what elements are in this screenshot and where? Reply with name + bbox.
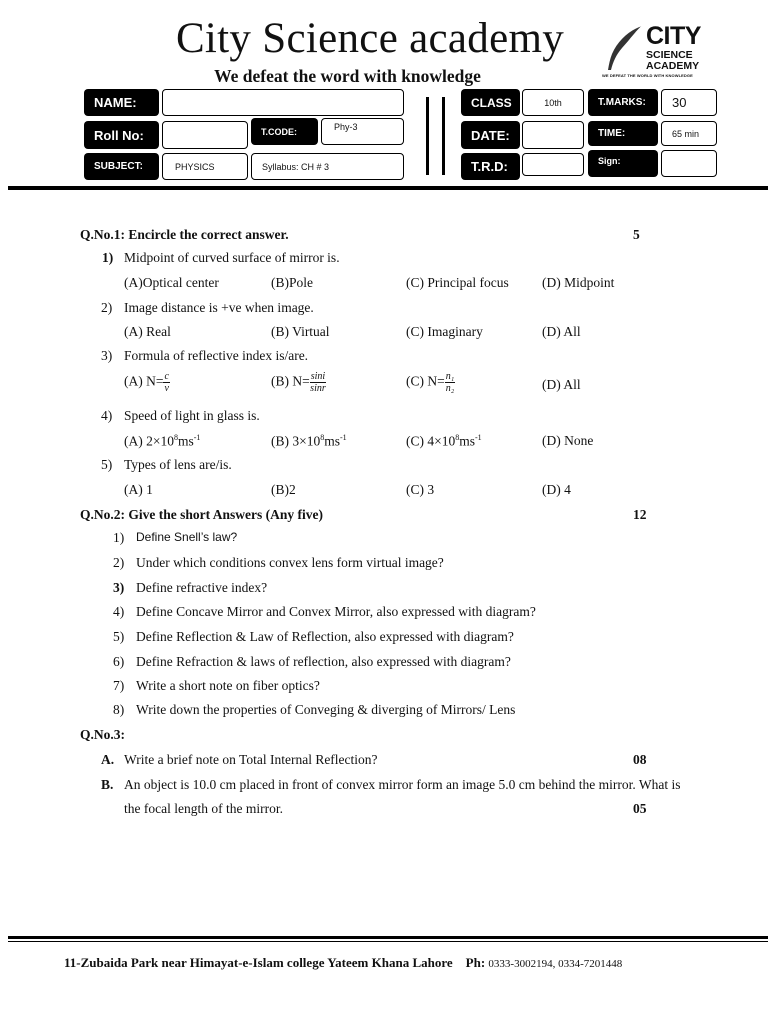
short-q-text: Define Concave Mirror and Convex Mirror, also expressed with diagram? [136, 604, 536, 619]
mcq-option[interactable]: (C) Principal focus [406, 275, 509, 290]
mcq-option[interactable]: (B)2 [271, 482, 296, 497]
short-q-number: 5) [113, 629, 125, 644]
tcode-value[interactable]: Phy-3 [321, 118, 404, 145]
short-q-text: Define refractive index? [136, 580, 268, 595]
short-q-number: 2) [113, 555, 125, 570]
q2-heading: Q.No.2: Give the short Answers (Any five) [80, 507, 323, 522]
mcq-option[interactable]: (D) 4 [542, 482, 571, 497]
mcq-question: Types of lens are/is. [124, 457, 232, 472]
footer-phones: 0333-3002194, 0334-7201448 [488, 958, 623, 970]
time-label: TIME: [588, 121, 658, 146]
trd-label: T.R.D: [461, 153, 520, 180]
mcq-question: Midpoint of curved surface of mirror is. [124, 250, 340, 265]
q1-marks: 5 [633, 227, 640, 242]
q2-marks: 12 [633, 507, 647, 522]
divider-bar [442, 97, 445, 175]
time-value[interactable]: 65 min [661, 121, 717, 146]
short-q-text: Under which conditions convex lens form virtual image? [136, 555, 444, 570]
mcq-option[interactable]: (C) $4\times 10^8ms^{-1}$ [406, 433, 482, 449]
q1-heading: Q.No.1: Encircle the correct answer. [80, 227, 289, 242]
q3b-text-line2: the focal length of the mirror. [124, 801, 283, 816]
mcq-option[interactable]: (B) N= $\frac{\sin i}{\sin r}$ [271, 371, 326, 394]
mcq-number: 3) [101, 348, 113, 363]
short-q-number: 7) [113, 678, 125, 693]
trd-field[interactable] [522, 153, 584, 176]
short-q-number: 4) [113, 604, 125, 619]
mcq-option[interactable]: (C) Imaginary [406, 324, 483, 339]
rollno-field[interactable] [162, 121, 248, 149]
rollno-label: Roll No: [84, 121, 159, 149]
mcq-number: 4) [101, 408, 113, 423]
mcq-option[interactable]: (C) N= $\frac{\text{n₁}}{\text{n₂}}$ [406, 371, 455, 394]
divider-bar [426, 97, 429, 175]
q3b-text-line1: An object is 10.0 cm placed in front of convex mirror form an image 5.0 cm behind the mirror. What is [124, 777, 681, 792]
mcq-option[interactable]: (B) Virtual [271, 324, 330, 339]
tmarks-label: T.MARKS: [588, 89, 658, 116]
sign-field[interactable] [661, 150, 717, 177]
header-rule [8, 186, 768, 190]
class-value[interactable]: 10th [522, 89, 584, 116]
footer-rule [8, 936, 768, 939]
mcq-option[interactable]: (A)Optical center [124, 275, 219, 290]
mcq-question: Image distance is +ve when image. [124, 300, 314, 315]
fraction-sini-over-sinr: $\frac{\sin i}{\sin r}$ [310, 371, 326, 394]
short-q-number: 8) [113, 702, 125, 717]
footer-rule-thin [8, 941, 768, 942]
logo-city: CITY [646, 22, 701, 50]
date-field[interactable] [522, 121, 584, 149]
short-q-number: 6) [113, 654, 125, 669]
q3a-text: Write a brief note on Total Internal Reflection? [124, 752, 378, 767]
footer-address: 11-Zubaida Park near Himayat-e-Islam college Yateem Khana Lahore Ph: 0333-3002194, 0334-7201448 [64, 955, 623, 970]
q3b-marks: 05 [633, 801, 647, 816]
academy-logo [602, 22, 710, 82]
mcq-option[interactable]: (D) Midpoint [542, 275, 615, 290]
mcq-option[interactable]: (A) Real [124, 324, 171, 339]
fraction-n1-over-n2: $\frac{\text{n₁}}{\text{n₂}}$ [445, 371, 455, 394]
short-q-text: Write down the properties of Conveging & diverging of Mirrors/ Lens [136, 702, 516, 717]
academy-title: City Science academy [175, 15, 565, 62]
subject-value[interactable]: PHYSICS [162, 153, 248, 180]
academy-tagline: We defeat the word with knowledge [214, 66, 481, 86]
short-q-number: 3) [113, 580, 125, 595]
short-q-text: Write a short note on fiber optics? [136, 678, 320, 693]
mcq-option[interactable]: (D) All [542, 324, 581, 339]
fraction-c-over-v: $\frac{c}{v}$ [164, 371, 169, 394]
mcq-option[interactable]: (C) 3 [406, 482, 435, 497]
mcq-option[interactable]: (B) $3\times 10^8ms^{-1}$ [271, 433, 347, 449]
mcq-option[interactable]: (D) All [542, 377, 581, 392]
mcq-question: Formula of reflective index is/are. [124, 348, 309, 363]
q3b-label: B. [101, 777, 114, 792]
mcq-option[interactable]: (A) $2\times 10^8ms^{-1}$ [124, 433, 201, 449]
tmarks-value[interactable]: 30 [661, 89, 717, 116]
mcq-option[interactable]: (B)Pole [271, 275, 313, 290]
logo-slogan: WE DEFEAT THE WORLD WITH KNOWLEDGE [602, 73, 693, 78]
q3a-marks: 08 [633, 752, 647, 767]
name-field[interactable] [162, 89, 404, 116]
short-q-text: Define Reflection & Law of Reflection, also expressed with diagram? [136, 629, 514, 644]
mcq-question: Speed of light in glass is. [124, 408, 260, 423]
class-label: CLASS [461, 89, 520, 116]
date-label: DATE: [461, 121, 520, 149]
mcq-number: 5) [101, 457, 113, 472]
mcq-number: 2) [101, 300, 113, 315]
quill-icon [602, 24, 646, 72]
q3a-label: A. [101, 752, 115, 767]
mcq-number: 1) [102, 250, 114, 265]
short-q-number: 1) [113, 530, 125, 545]
sign-label: Sign: [588, 150, 658, 177]
q3-heading: Q.No.3: [80, 727, 125, 742]
mcq-option[interactable]: (D) None [542, 433, 594, 448]
syllabus-value: Syllabus: CH # 3 [251, 153, 404, 180]
mcq-option[interactable]: (A) 1 [124, 482, 153, 497]
logo-science-academy: SCIENCE ACADEMY [646, 49, 700, 72]
tcode-label: T.CODE: [251, 118, 318, 145]
short-q-text: Define Refraction & laws of reflection, also expressed with diagram? [136, 654, 511, 669]
mcq-option[interactable]: (A) N= $\frac{c}{v}$ [124, 371, 169, 394]
short-q-text: Define Snell’s law? [136, 530, 238, 544]
subject-label: SUBJECT: [84, 153, 159, 180]
name-label: NAME: [84, 89, 159, 116]
